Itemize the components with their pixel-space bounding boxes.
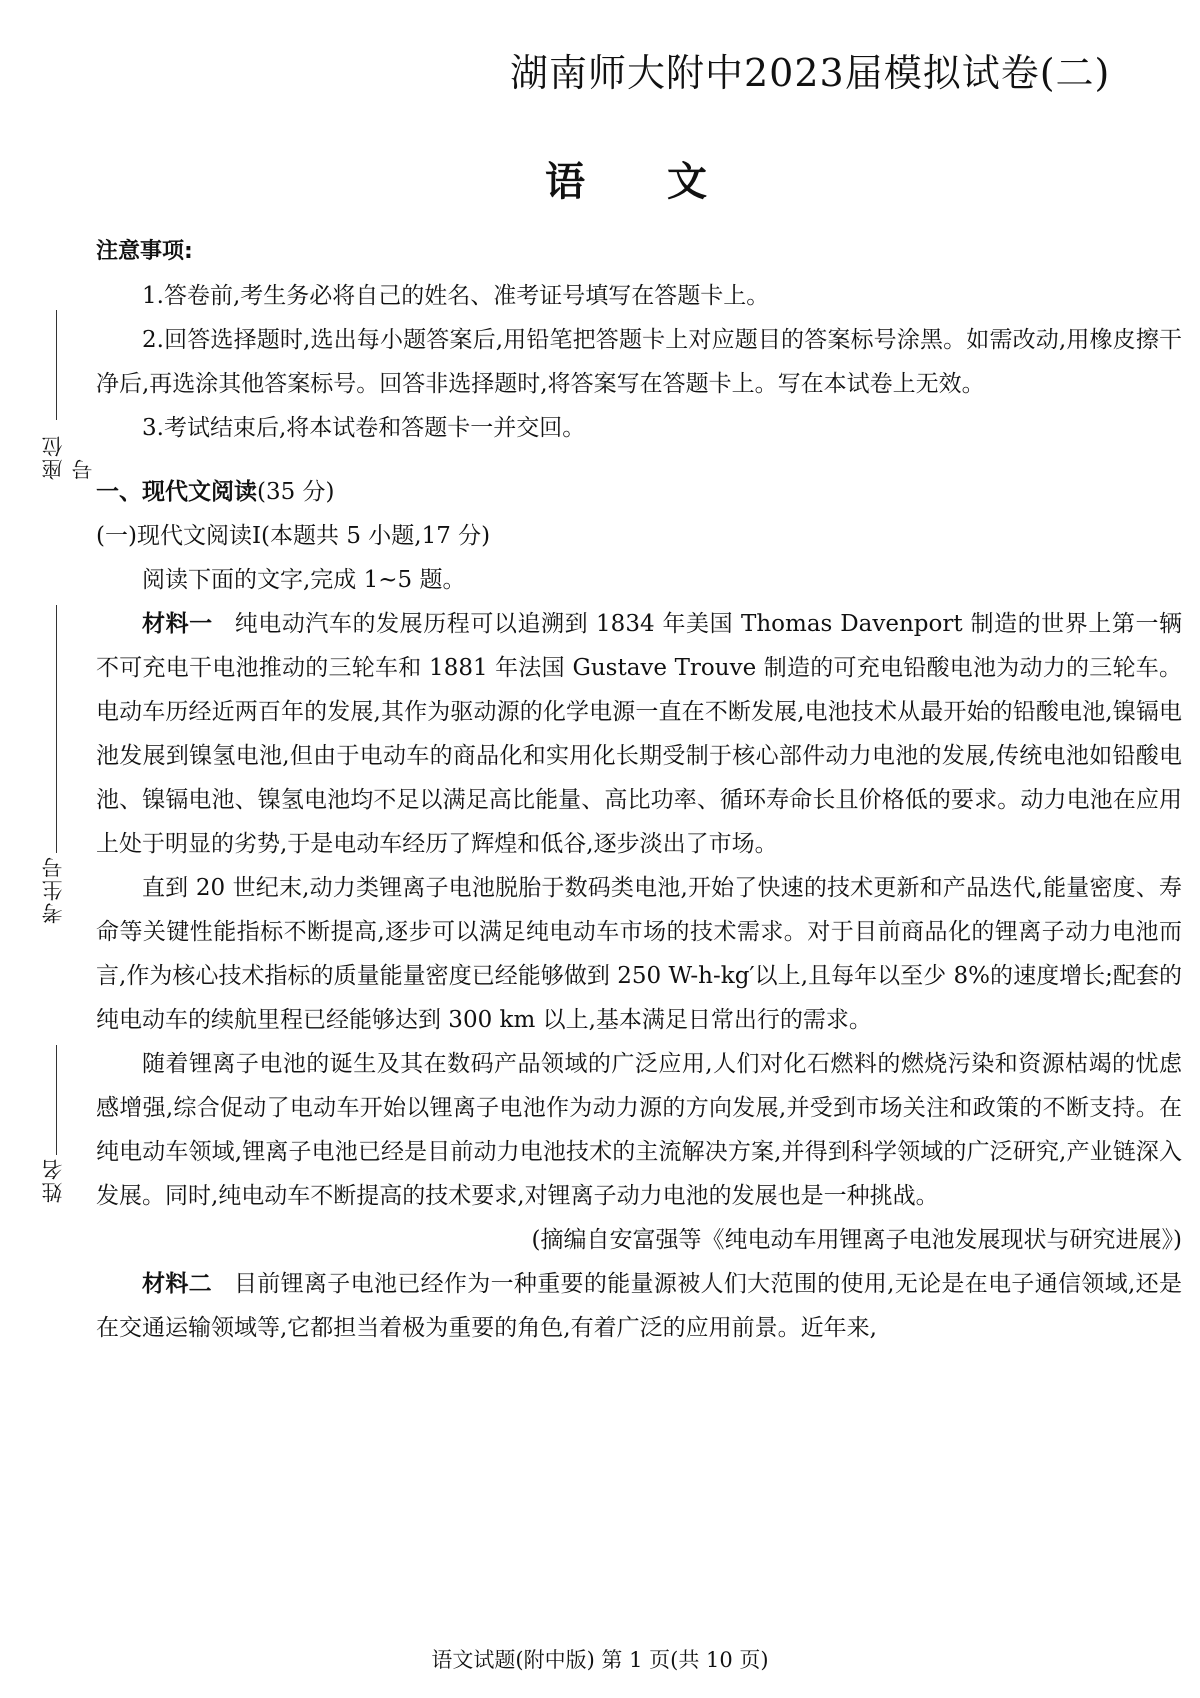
seat-number-field xyxy=(38,310,95,480)
material2-text: 目前锂离子电池已经作为一种重要的能量源被人们大范围的使用,无论是在电子通信领域,还是在交通运输领域等,它都担当着极为重要的角色,有着广泛的应用前景。近年来, xyxy=(96,1271,1183,1341)
page-footer: 语文试题(附中版) 第 1 页(共 10 页) xyxy=(431,1648,769,1672)
exam-content xyxy=(96,230,1182,1350)
material1-paragraph: 随着锂离子电池的诞生及其在数码产品领域的广泛应用,人们对化石燃料的燃烧污染和资源枯竭的忧虑感增强,综合促动了电动车开始以锂离子电池作为动力源的方向发展,并受到市场关注和政策的不断支持。在纯电动车领域,锂离子电池已经是目前动力电池技术的主流解决方案,并得到科学领域的广泛研究,产业链深入发展。同时,纯电动车不断提高的技术要求,对锂离子动力电池的发展也是一种挑战。 xyxy=(96,1051,1182,1209)
student-number-field xyxy=(38,605,65,925)
subject-title: 语文 xyxy=(545,158,789,205)
student-number-label: 考生号 xyxy=(41,855,65,924)
material1-source: (摘编自安富强等《纯电动车用锂离子电池发展现状与研究进展》) xyxy=(531,1227,1182,1253)
material1-paragraph xyxy=(96,602,1182,866)
seat-number-line xyxy=(56,310,57,420)
notice-item: 1.答卷前,考生务必将自己的姓名、准考证号填写在答题卡上。 xyxy=(142,283,770,309)
notice-item: 3.考试结束后,将本试卷和答题卡一并交回。 xyxy=(142,415,586,441)
name-field xyxy=(38,1045,65,1205)
section-title: 一、现代文阅读 xyxy=(96,479,257,505)
reading-instruction: 阅读下面的文字,完成 1~5 题。 xyxy=(142,567,466,593)
student-number-line xyxy=(56,605,57,853)
notice-item: 2.回答选择题时,选出每小题答案后,用铅笔把答题卡上对应题目的答案标号涂黑。如需改动,用橡皮擦干净后,再选涂其他答案标号。回答非选择题时,将答案写在答题卡上。写在本试卷上无效。 xyxy=(96,327,1182,397)
material1-label: 材料一 xyxy=(142,611,213,637)
section-heading xyxy=(96,470,1182,514)
material2-paragraph xyxy=(96,1262,1182,1350)
name-label: 姓名 xyxy=(41,1157,65,1203)
material2-label: 材料二 xyxy=(142,1271,212,1297)
seat-number-label: 座位号 xyxy=(41,434,95,480)
notice-title: 注意事项: xyxy=(96,239,193,264)
subsection-title: (一)现代文阅读Ⅰ(本题共 5 小题,17 分) xyxy=(96,523,491,549)
section-score: (35 分) xyxy=(257,479,335,505)
material1-paragraph: 直到 20 世纪末,动力类锂离子电池脱胎于数码类电池,开始了快速的技术更新和产品迭代,能量密度、寿命等关键性能指标不断提高,逐步可以满足纯电动车市场的技术需求。对于目前商品化的锂离子动力电池而言,作为核心技术指标的质量能量密度已经能够做到 250 W-h-kg′以上,且每年以至少 8%的速度增长;配套的纯电动车的续航里程已经能够达到 300 km 以上,基本满足日常出行的需求。 xyxy=(96,875,1182,1033)
material1-text: 纯电动汽车的发展历程可以追溯到 1834 年美国 Thomas Davenport 制造的世界上第一辆不可充电干电池推动的三轮车和 1881 年法国 Gustave Trouve 制造的可充电铅酸电池为动力的三轮车。电动车历经近两百年的发展,其作为驱动源的化学电源一直在不断发展,电池技术从最开始的铅酸电池,镍镉电池发展到镍氢电池,但由于电动车的商品化和实用化长期受制于核心部件动力电池的发展,传统电池如铅酸电池、镍镉电池、镍氢电池均不足以满足高比能量、高比功率、循环寿命长且价格低的要求。动力电池在应用上处于明显的劣势,于是电动车经历了辉煌和低谷,逐步淡出了市场。 xyxy=(96,611,1183,857)
name-line xyxy=(56,1045,57,1155)
exam-title: 湖南师大附中2023届模拟试卷(二) xyxy=(510,51,1111,95)
